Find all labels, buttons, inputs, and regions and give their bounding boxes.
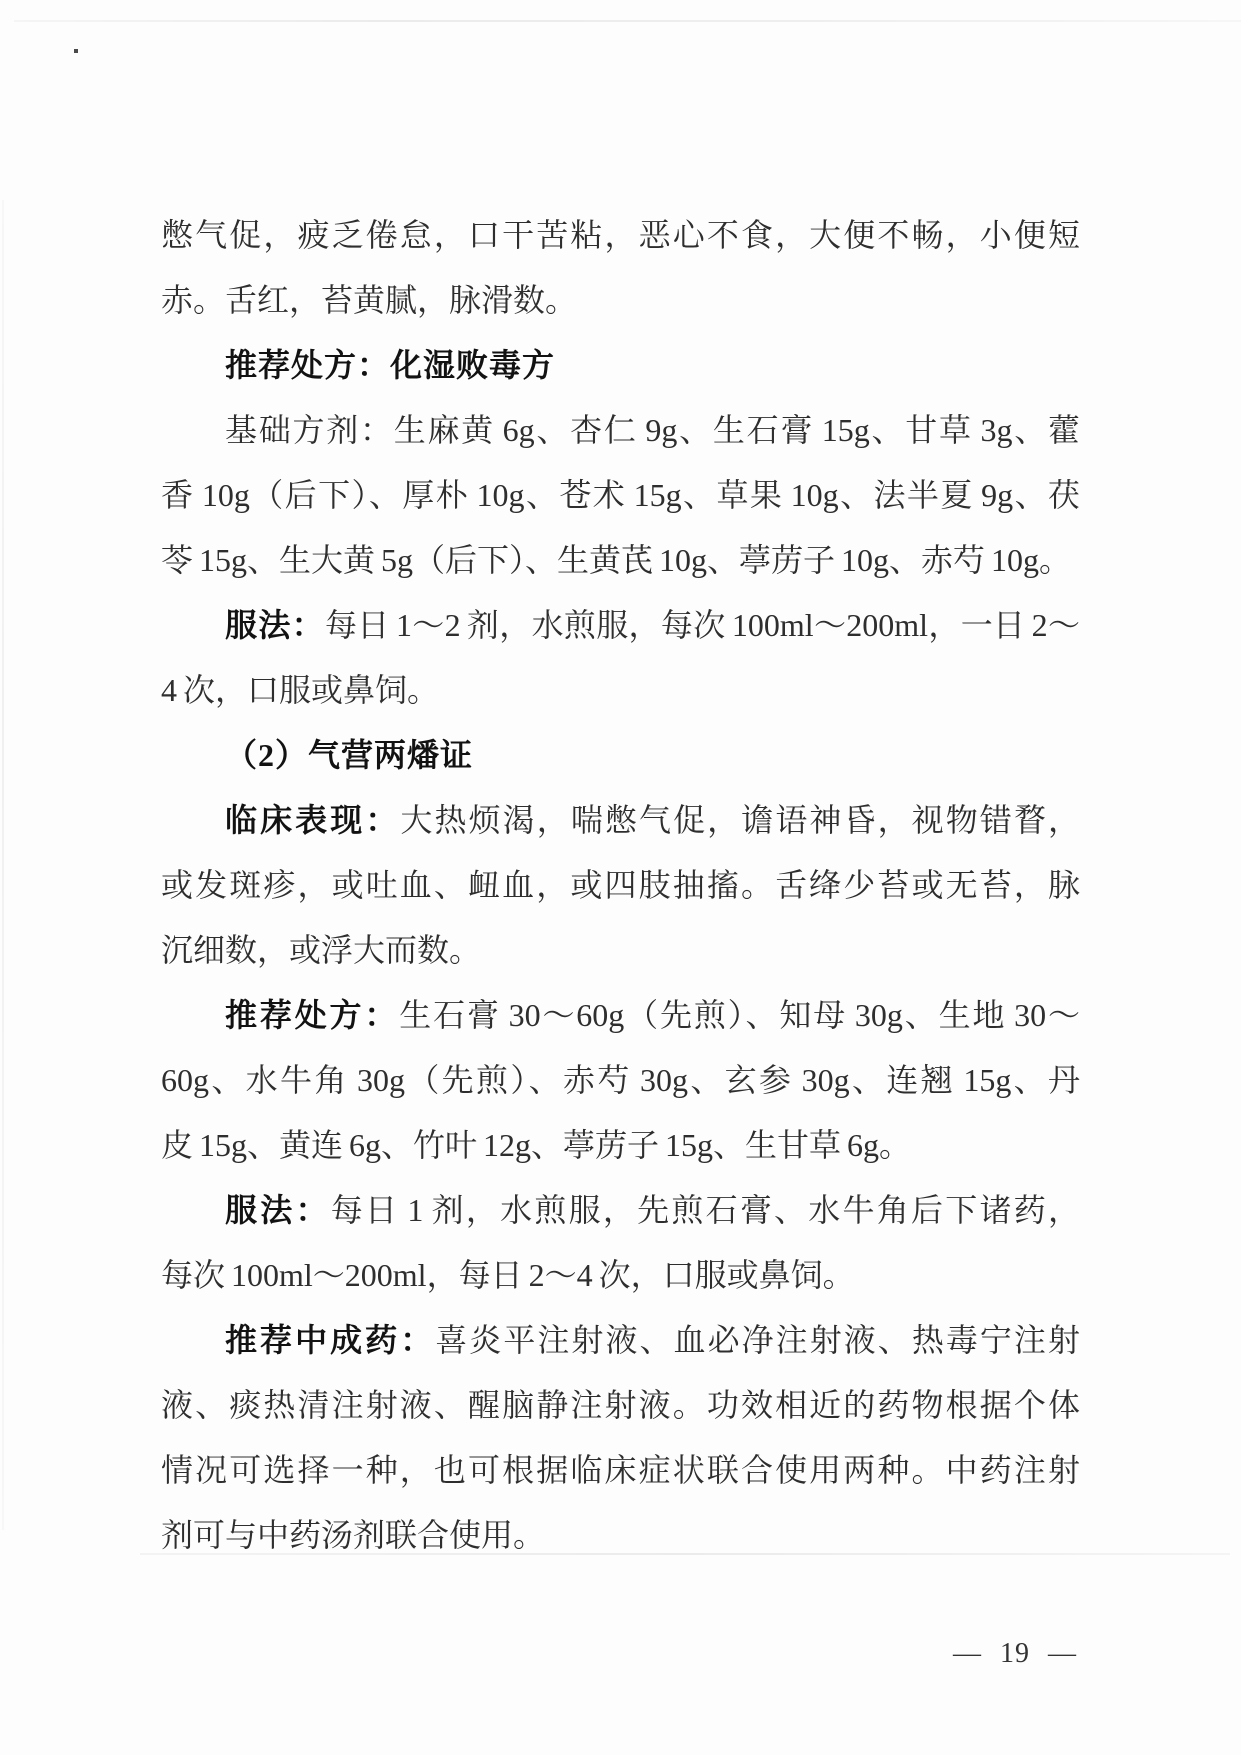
- bold-text-segment: 推荐处方：化湿败毒方: [225, 347, 556, 383]
- body-text: [161, 203, 1080, 1568]
- text-line: [161, 1178, 1080, 1243]
- text-segment: 香 10g（后下）、厚朴 10g、苍术 15g、草果 10g、法半夏 9g、茯: [161, 477, 1080, 513]
- text-segment: 或发斑疹，或吐血、衄血，或四肢抽搐。舌绛少苔或无苔，脉: [161, 867, 1080, 903]
- text-segment: 憋气促，疲乏倦怠，口干苦粘，恶心不食，大便不畅，小便短: [161, 217, 1080, 253]
- text-line: [161, 853, 1080, 918]
- text-line: [161, 983, 1080, 1048]
- text-line: [161, 593, 1080, 658]
- text-line: [161, 1243, 1080, 1308]
- text-line: [161, 1308, 1080, 1373]
- text-segment: 皮 15g、黄连 6g、竹叶 12g、葶苈子 15g、生甘草 6g。: [161, 1127, 912, 1163]
- page-number: — 19 —: [953, 1638, 1077, 1669]
- text-line: [161, 658, 1080, 723]
- text-segment: 液、痰热清注射液、醒脑静注射液。功效相近的药物根据个体: [161, 1387, 1080, 1423]
- text-segment: 基础方剂：生麻黄 6g、杏仁 9g、生石膏 15g、甘草 3g、藿: [225, 412, 1080, 448]
- text-line: [161, 268, 1080, 333]
- text-line: [161, 918, 1080, 983]
- text-segment: 情况可选择一种，也可根据临床症状联合使用两种。中药注射: [161, 1452, 1080, 1488]
- text-line: [161, 1438, 1080, 1503]
- bold-text-segment: 推荐处方：: [225, 997, 400, 1033]
- bold-text-segment: 临床表现：: [225, 802, 401, 838]
- ink-dot-artifact: [74, 49, 78, 53]
- text-segment: 每日 1～2 剂，水煎服，每次 100ml～200ml，一日 2～: [324, 607, 1080, 643]
- text-line: [161, 203, 1080, 268]
- text-line: [161, 1113, 1080, 1178]
- text-line: [161, 528, 1080, 593]
- text-segment: 60g、水牛角 30g（先煎）、赤芍 30g、玄参 30g、连翘 15g、丹: [161, 1062, 1080, 1098]
- text-line: [161, 333, 1080, 398]
- text-line: [161, 398, 1080, 463]
- scan-top-edge-line: [14, 20, 1241, 22]
- text-segment: 苓 15g、生大黄 5g（后下）、生黄芪 10g、葶苈子 10g、赤芍 10g。: [161, 542, 1072, 578]
- text-segment: 每日 1 剂，水煎服，先煎石膏、水牛角后下诸药，: [330, 1192, 1080, 1228]
- text-segment: 沉细数，或浮大而数。: [161, 932, 482, 968]
- bold-text-segment: 服法：: [225, 1192, 331, 1228]
- text-line: [161, 1373, 1080, 1438]
- text-line: [161, 1048, 1080, 1113]
- text-line: [161, 723, 1080, 788]
- text-segment: 生石膏 30～60g（先煎）、知母 30g、生地 30～: [399, 997, 1080, 1033]
- text-line: [161, 463, 1080, 528]
- text-segment: 喜炎平注射液、血必净注射液、热毒宁注射: [435, 1322, 1080, 1358]
- bold-text-segment: （2）气营两燔证: [225, 737, 474, 773]
- bold-text-segment: 推荐中成药：: [225, 1322, 436, 1358]
- scan-left-edge-line: [2, 200, 4, 1530]
- text-segment: 4 次，口服或鼻饲。: [161, 672, 440, 708]
- text-segment: 大热烦渴，喘憋气促，谵语神昏，视物错瞀，: [400, 802, 1080, 838]
- text-line: [161, 1503, 1080, 1568]
- text-segment: 每次 100ml～200ml，每日 2～4 次，口服或鼻饲。: [161, 1257, 855, 1293]
- text-line: [161, 788, 1080, 853]
- text-segment: 赤。舌红，苔黄腻，脉滑数。: [161, 282, 578, 318]
- text-segment: 剂可与中药汤剂联合使用。: [161, 1517, 546, 1553]
- bold-text-segment: 服法：: [225, 607, 325, 643]
